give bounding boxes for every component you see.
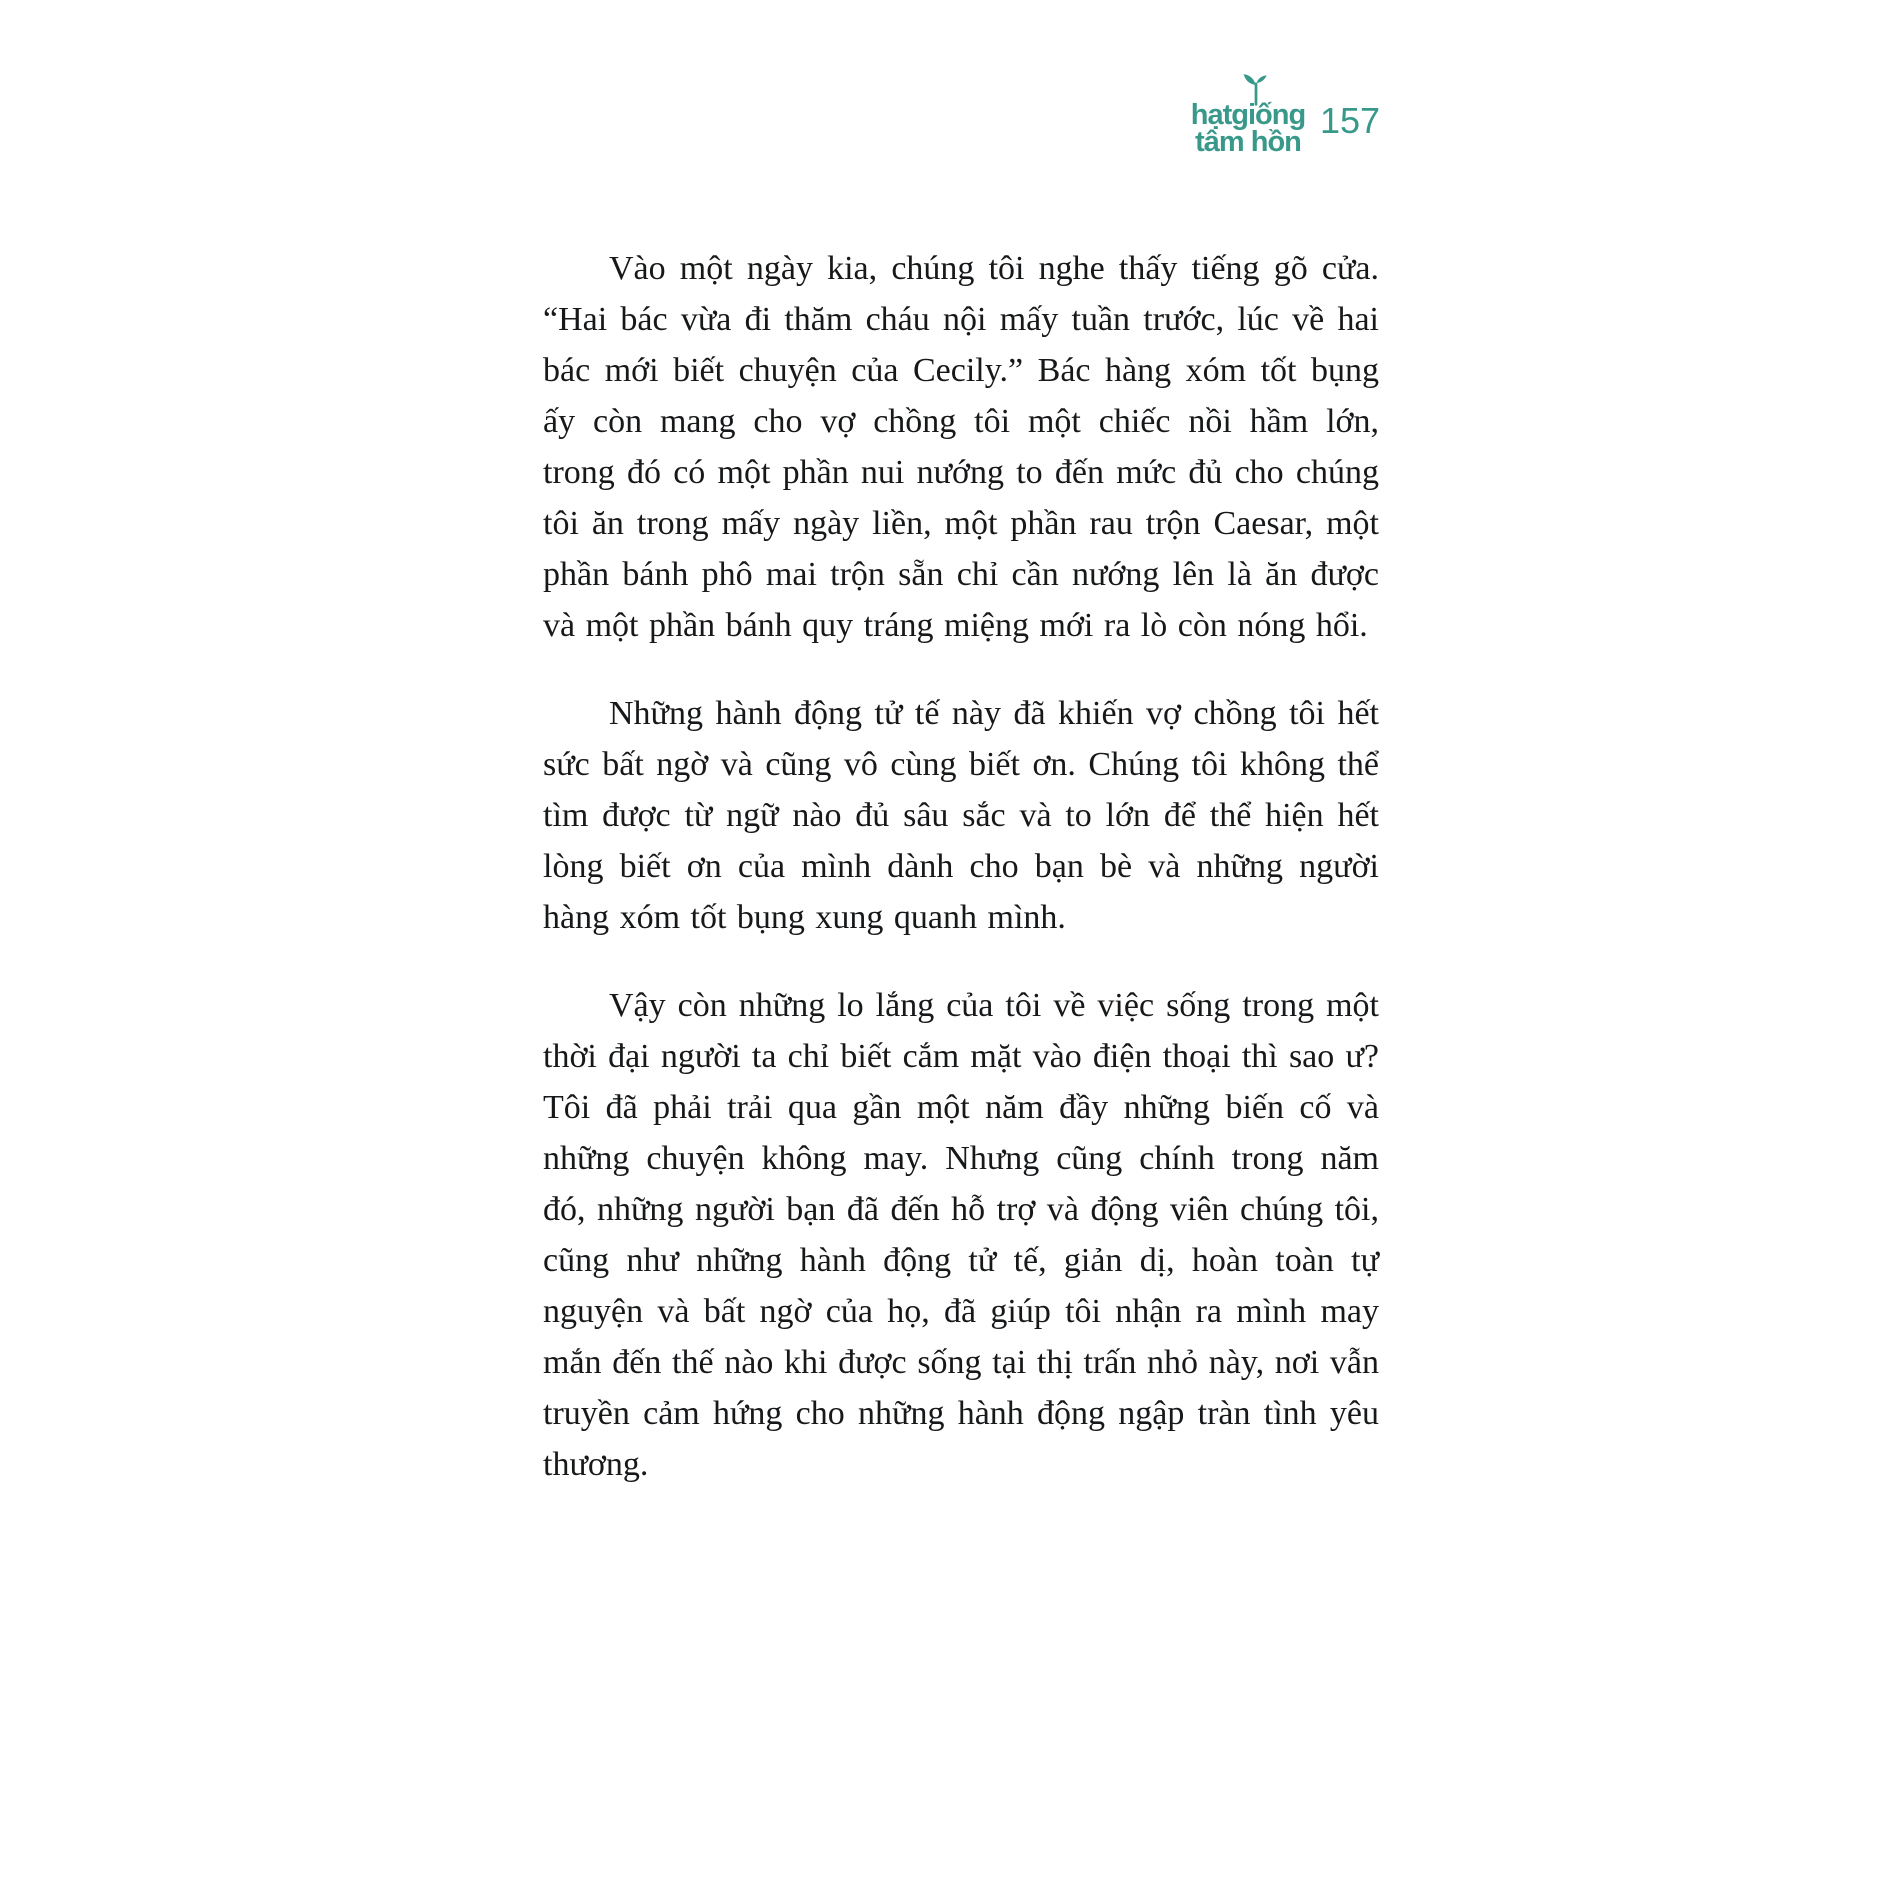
- logo-text-line1: hạtgiống: [1190, 99, 1306, 131]
- brand-logo: [1184, 72, 1312, 156]
- page-number: 157: [1320, 100, 1381, 141]
- paragraph-3: Vậy còn những lo lắng của tôi về việc sống trong một thời đại người ta chỉ biết cắm mặt vào điện thoại thì sao ư? Tôi đã phải trải qua gần một năm đầy những biến cố và những chuyện không may. Nhưng cũng chính trong năm đó, những người bạn đã đến hỗ trợ và động viên chúng tôi, cũng như những hành động tử tế, giản dị, hoàn toàn tự nguyện và bất ngờ của họ, đã giúp tôi nhận ra mình may mắn đến thế nào khi được sống tại thị trấn nhỏ này, nơi vẫn truyền cảm hứng cho những hành động ngập tràn tình yêu thương.: [543, 987, 1379, 1483]
- sprout-icon: [1239, 72, 1273, 106]
- paragraph-2: Những hành động tử tế này đã khiến vợ chồng tôi hết sức bất ngờ và cũng vô cùng biết ơn. Chúng tôi không thể tìm được từ ngữ nào đủ sâu sắc và to lớn để thể hiện hết lòng biết ơn của mình dành cho bạn bè và những người hàng xóm tốt bụng xung quanh mình.: [543, 695, 1379, 936]
- logo-text-line2: tâm hồn: [1195, 126, 1301, 158]
- page-text-column: [543, 243, 1379, 1490]
- paragraph-1: Vào một ngày kia, chúng tôi nghe thấy tiếng gõ cửa. “Hai bác vừa đi thăm cháu nội mấy tuần trước, lúc về hai bác mới biết chuyện của Cecily.” Bác hàng xóm tốt bụng ấy còn mang cho vợ chồng tôi một chiếc nồi hầm lớn, trong đó có một phần nui nướng to đến mức đủ cho chúng tôi ăn trong mấy ngày liền, một phần rau trộn Caesar, một phần bánh phô mai trộn sẵn chỉ cần nướng lên là ăn được và một phần bánh quy tráng miệng mới ra lò còn nóng hổi.: [543, 250, 1379, 644]
